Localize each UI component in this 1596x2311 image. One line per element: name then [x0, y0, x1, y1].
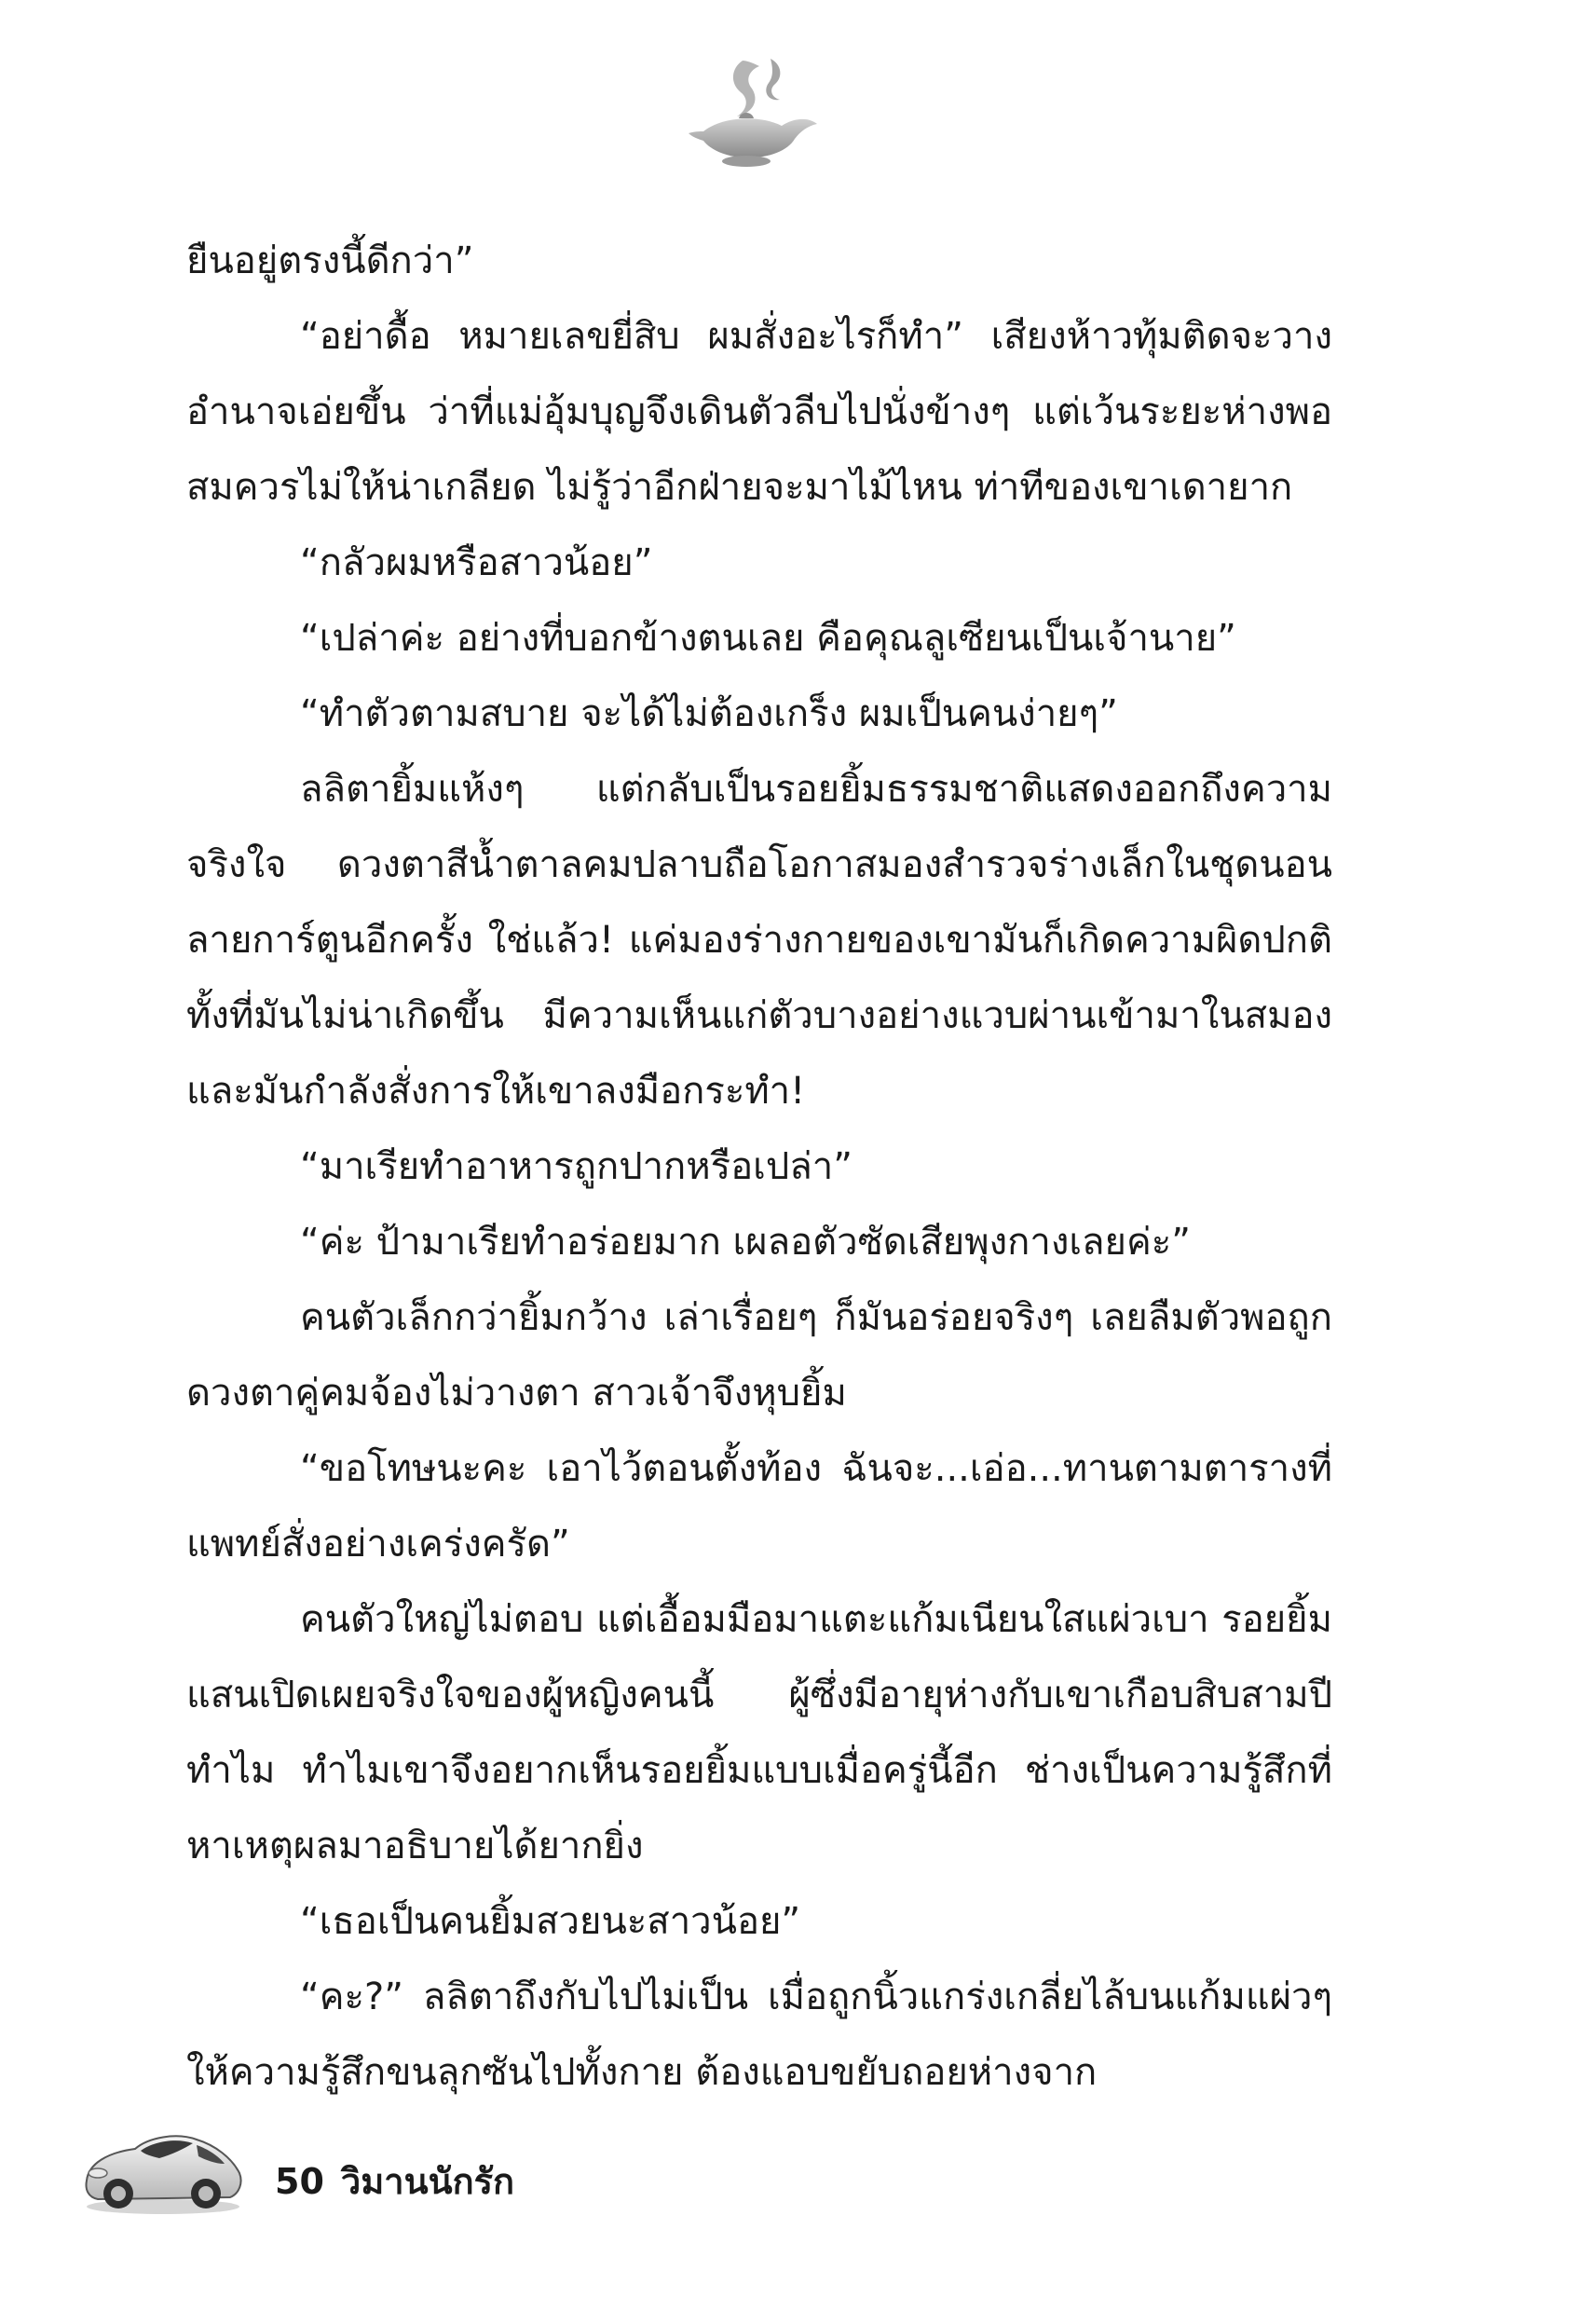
page-folio — [275, 2153, 531, 2209]
page-footer — [79, 2115, 638, 2236]
sports-car-icon — [79, 2115, 247, 2218]
body-text — [186, 224, 1332, 2111]
paragraph: “เธอเป็นคนยิ้มสวยนะสาวน้อย” — [300, 1900, 801, 1943]
paragraph: “ขอโทษนะคะ เอาไว้ตอนตั้งท้อง ฉันจะ...เอ่อ...ทานตามตารางที่แพทย์สั่งอย่างเคร่งครัด” — [186, 1447, 1332, 1566]
paragraph: คนตัวใหญ่ไม่ตอบ แต่เอื้อมมือมาแตะแก้มเนียนใสแผ่วเบา รอยยิ้มแสนเปิดเผยจริงใจของผู้หญิงคนนี้ ผู้ซึ่งมีอายุห่างกับเขาเกือบสิบสามปี ทำไม ทำไมเขาจึงอยากเห็นรอยยิ้มแบบเมื่อครู่นี้อีก ช่างเป็นความรู้สึกที่หาเหตุผลมาอธิบายได้ยากยิ่ง — [186, 1598, 1332, 1867]
genie-lamp-icon — [685, 51, 825, 172]
paragraph: “อย่าดื้อ หมายเลขยี่สิบ ผมสั่งอะไรก็ทำ” เสียงห้าวทุ้มติดจะวางอำนาจเอ่ยขึ้น ว่าที่แม่อุ้มบุญจึงเดินตัวลีบไปนั่งข้างๆ แต่เว้นระยะห่างพอสมควรไม่ให้น่าเกลียด ไม่รู้ว่าอีกฝ่ายจะมาไม้ไหน ท่าทีของเขาเดายาก — [186, 315, 1332, 509]
book-title: วิมานนักรัก — [340, 2161, 514, 2202]
paragraph: “กลัวผมหรือสาวน้อย” — [300, 541, 653, 584]
paragraph: “คะ?” ลลิตาถึงกับไปไม่เป็น เมื่อถูกนิ้วแกร่งเกลี่ยไล้บนแก้มแผ่วๆ ให้ความรู้สึกขนลุกซันไปทั้งกาย ต้องแอบขยับถอยห่างจาก — [186, 1976, 1332, 2094]
paragraph: ลลิตายิ้มแห้งๆ แต่กลับเป็นรอยยิ้มธรรมชาติแสดงออกถึงความจริงใจ ดวงตาสีน้ำตาลคมปลาบถือโอกาสมองสำรวจร่างเล็กในชุดนอนลายการ์ตูนอีกครั้ง ใช่แล้ว! แค่มองร่างกายของเขามันก็เกิดความผิดปกติ ทั้งที่มันไม่น่าเกิดขึ้น มีความเห็นแก่ตัวบางอย่างแวบผ่านเข้ามาในสมอง และมันกำลังสั่งการให้เขาลงมือกระทำ! — [186, 768, 1332, 1113]
paragraph: “เปล่าค่ะ อย่างที่บอกข้างตนเลย คือคุณลูเซียนเป็นเจ้านาย” — [300, 617, 1236, 660]
paragraph: “ทำตัวตามสบาย จะได้ไม่ต้องเกร็ง ผมเป็นคนง่ายๆ” — [300, 692, 1118, 735]
paragraph: “ค่ะ ป้ามาเรียทำอร่อยมาก เผลอตัวซัดเสียพุงกางเลยค่ะ” — [300, 1221, 1191, 1264]
paragraph: คนตัวเล็กกว่ายิ้มกว้าง เล่าเรื่อยๆ ก็มันอร่อยจริงๆ เลยลืมตัวพอถูกดวงตาคู่คมจ้องไม่วางตา สาวเจ้าจึงหุบยิ้ม — [186, 1296, 1332, 1415]
page-number: 50 — [275, 2161, 324, 2202]
paragraph: ยืนอยู่ตรงนี้ดีกว่า” — [186, 239, 474, 282]
paragraph: “มาเรียทำอาหารถูกปากหรือเปล่า” — [300, 1145, 853, 1188]
